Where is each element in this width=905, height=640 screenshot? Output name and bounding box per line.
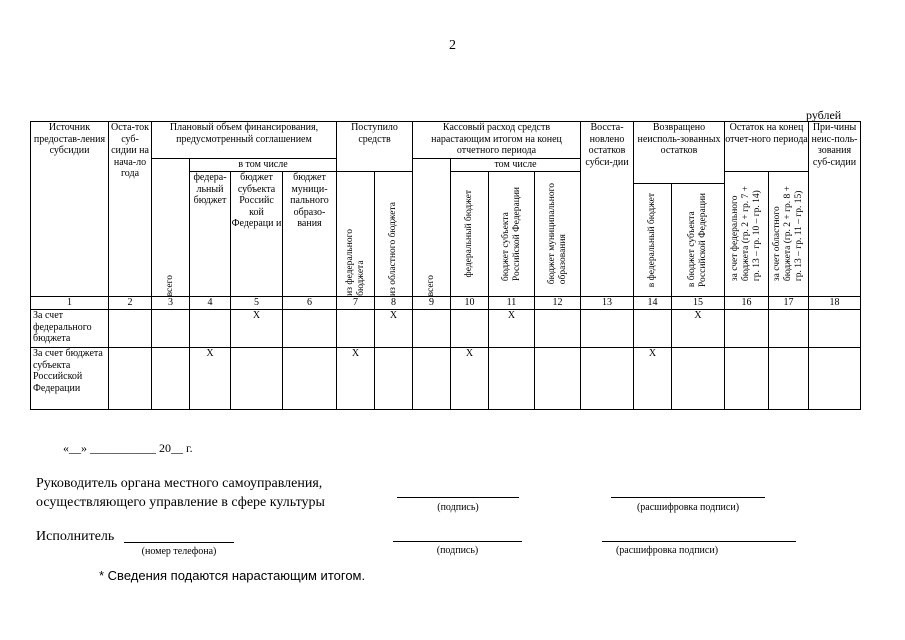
col-number: 2 [109, 297, 152, 310]
header-balance-federal: за счет федерального бюджета (гр. 2 + гр. 7 + гр. 13 – гр. 10 – гр. 14) [725, 172, 769, 297]
header-start-balance: Оста-ток суб-сидии на нача-ло года [109, 122, 152, 297]
header-cash-municipal: бюджет муниципального образования [535, 172, 581, 297]
col-number: 4 [190, 297, 231, 310]
report-table [30, 121, 861, 410]
executor-signature-line[interactable] [393, 541, 522, 542]
table-cell[interactable] [375, 348, 413, 410]
header-reasons: При-чины неис-поль-зования суб-сидии [809, 122, 861, 297]
col-number: 12 [535, 297, 581, 310]
table-cell[interactable] [725, 310, 769, 348]
table-cell[interactable] [634, 310, 672, 348]
table-cell[interactable]: X [634, 348, 672, 410]
header-received-regional: из областного бюджета [375, 172, 413, 297]
table-cell[interactable] [769, 310, 809, 348]
header-planned-total: всего [152, 159, 190, 297]
col-number: 7 [337, 297, 375, 310]
col-number: 14 [634, 297, 672, 310]
col-number: 11 [489, 297, 535, 310]
table-cell[interactable] [672, 348, 725, 410]
table-cell[interactable] [109, 348, 152, 410]
header-balance-regional: за счет областного бюджета (гр. 2 + гр. 8 + гр. 13 – гр. 11 – гр. 15) [769, 172, 809, 297]
table-cell[interactable]: X [337, 348, 375, 410]
table-cell[interactable] [337, 310, 375, 348]
header-source: Источник предостав-ления субсидии [31, 122, 109, 297]
header-returned: Возвращено неисполь-зованных остатков [634, 122, 725, 184]
footnote: * Сведения подаются нарастающим итогом. [99, 568, 366, 583]
phone-caption: (номер телефона) [141, 546, 217, 557]
table-row-regional [31, 348, 861, 410]
table-cell[interactable] [581, 310, 634, 348]
head-title [36, 474, 325, 512]
table-cell[interactable] [725, 348, 769, 410]
header-cash-federal: федеральный бюджет [451, 172, 489, 297]
col-number: 3 [152, 297, 190, 310]
head-signature-caption: (подпись) [437, 502, 479, 513]
table-cell[interactable] [809, 310, 861, 348]
head-decode-line[interactable] [611, 497, 765, 498]
col-number: 5 [231, 297, 283, 310]
header-received-federal: из федерального бюджета [337, 172, 375, 297]
header-cash-regional: бюджет субъекта Российской Федерации [489, 172, 535, 297]
table-cell[interactable]: X [451, 348, 489, 410]
table-cell[interactable] [413, 348, 451, 410]
table-cell[interactable]: X [489, 310, 535, 348]
col-number: 13 [581, 297, 634, 310]
col-number: 9 [413, 297, 451, 310]
table-cell[interactable] [489, 348, 535, 410]
col-number: 10 [451, 297, 489, 310]
table-cell[interactable] [535, 310, 581, 348]
head-signature-line[interactable] [397, 497, 519, 498]
header-planned: Плановый объем финансирования, предусмотренный соглашением [152, 122, 337, 159]
table-cell[interactable] [152, 348, 190, 410]
header-restored: Восста-новлено остатков субси-дии [581, 122, 634, 297]
table-row-federal [31, 310, 861, 348]
executor-decode-caption: (расшифровка подписи) [615, 545, 719, 556]
table-cell[interactable]: X [231, 310, 283, 348]
header-cash: Кассовый расход средств нарастающим итогом на конец отчетного периода [413, 122, 581, 159]
header-cash-total: всего [413, 159, 451, 297]
head-line-1: Руководитель органа местного самоуправления, [36, 476, 323, 491]
table-cell[interactable] [231, 348, 283, 410]
header-cash-incl: том числе [451, 159, 581, 172]
col-number: 16 [725, 297, 769, 310]
date-line[interactable]: «__» ___________ 20__ г. [63, 441, 193, 455]
table-cell[interactable] [152, 310, 190, 348]
units-label: рублей [806, 108, 842, 122]
header-planned-municipal: бюджет муници-пального образо-вания [283, 172, 337, 297]
col-number: 6 [283, 297, 337, 310]
row-label: За счет федерального бюджета [31, 310, 109, 348]
executor-decode-line[interactable] [602, 541, 796, 542]
table-cell[interactable] [190, 310, 231, 348]
header-planned-regional: бюджет субъекта Российс кой Федераци и [231, 172, 283, 297]
header-received: Поступило средств [337, 122, 413, 172]
table-cell[interactable] [283, 310, 337, 348]
header-balance: Остаток на конец отчет-ного периода [725, 122, 809, 172]
head-line-2: осуществляющего управление в сфере культуры [36, 495, 325, 510]
header-planned-federal: федера-льный бюджет [190, 172, 231, 297]
table-cell[interactable] [451, 310, 489, 348]
table-cell[interactable] [581, 348, 634, 410]
table-cell[interactable] [535, 348, 581, 410]
table-cell[interactable]: X [672, 310, 725, 348]
header-returned-regional: в бюджет субъекта Российской Федерации [672, 184, 725, 297]
table-cell[interactable] [283, 348, 337, 410]
col-number: 8 [375, 297, 413, 310]
table-cell[interactable] [109, 310, 152, 348]
header-planned-incl: в том числе [190, 159, 337, 172]
row-label: За счет бюджета субъекта Российской Федерации [31, 348, 109, 410]
header-returned-federal: в федеральный бюджет [634, 184, 672, 297]
table-cell[interactable] [809, 348, 861, 410]
table-cell[interactable]: X [190, 348, 231, 410]
col-number: 1 [31, 297, 109, 310]
phone-line[interactable] [124, 542, 234, 543]
head-decode-caption: (расшифровка подписи) [636, 502, 740, 513]
col-number: 15 [672, 297, 725, 310]
executor-signature-caption: (подпись) [436, 545, 479, 556]
executor-label: Исполнитель [36, 529, 115, 544]
col-number: 17 [769, 297, 809, 310]
table-cell[interactable]: X [375, 310, 413, 348]
table-cell[interactable] [769, 348, 809, 410]
col-number: 18 [809, 297, 861, 310]
table-cell[interactable] [413, 310, 451, 348]
page-number: 2 [449, 38, 456, 53]
